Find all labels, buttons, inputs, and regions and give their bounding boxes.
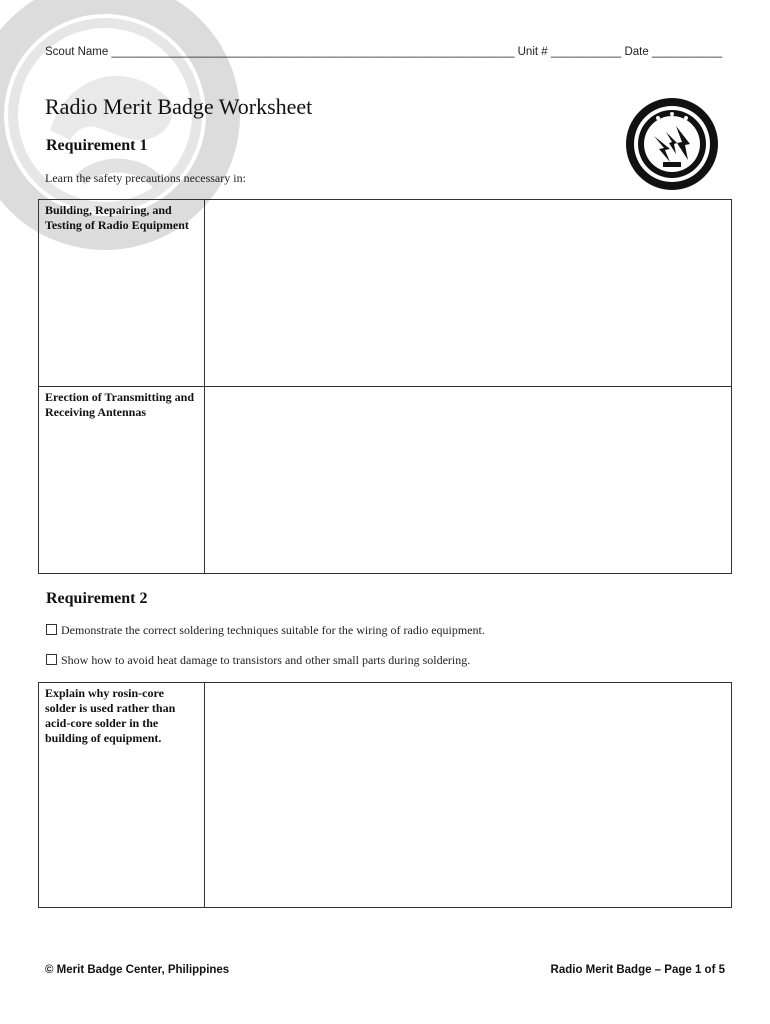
footer-copyright: © Merit Badge Center, Philippines — [45, 964, 230, 976]
date-label: Date — [624, 46, 649, 58]
scout-name-field[interactable]: _______________________________________________________________ — [111, 46, 515, 58]
page-title: Radio Merit Badge Worksheet — [45, 94, 313, 119]
table-row — [39, 387, 732, 574]
scout-info-line — [45, 46, 722, 58]
requirement-1-table — [38, 199, 732, 574]
row-label: Building, Repairing, and Testing of Radio Equipment — [39, 200, 205, 387]
row-label: Explain why rosin-core solder is used rather than acid-core solder in the building of equipment. — [39, 683, 205, 908]
unit-field[interactable]: ___________ — [550, 46, 622, 58]
radio-merit-badge-icon — [624, 96, 720, 192]
date-field[interactable]: ___________ — [651, 46, 723, 58]
unit-label: Unit # — [517, 46, 548, 58]
checkbox-label: Show how to avoid heat damage to transistors and other small parts during soldering. — [61, 653, 471, 667]
row-label: Erection of Transmitting and Receiving Antennas — [39, 387, 205, 574]
checkbox-item — [46, 623, 485, 638]
scout-name-label: Scout Name — [45, 46, 109, 58]
checkbox[interactable] — [46, 624, 57, 635]
footer-page-number: Radio Merit Badge – Page 1 of 5 — [550, 964, 725, 976]
answer-cell[interactable] — [205, 200, 732, 387]
requirement-2-table — [38, 682, 732, 908]
answer-cell[interactable] — [205, 683, 732, 908]
table-row — [39, 200, 732, 387]
requirement-1-heading: Requirement 1 — [46, 137, 148, 154]
table-row — [39, 683, 732, 908]
answer-cell[interactable] — [205, 387, 732, 574]
checkbox-label: Demonstrate the correct soldering techniques suitable for the wiring of radio equipment. — [61, 623, 485, 637]
checkbox-item — [46, 653, 470, 668]
requirement-1-instruction: Learn the safety precautions necessary in: — [45, 171, 246, 185]
checkbox[interactable] — [46, 654, 57, 665]
requirement-2-heading: Requirement 2 — [46, 590, 148, 607]
